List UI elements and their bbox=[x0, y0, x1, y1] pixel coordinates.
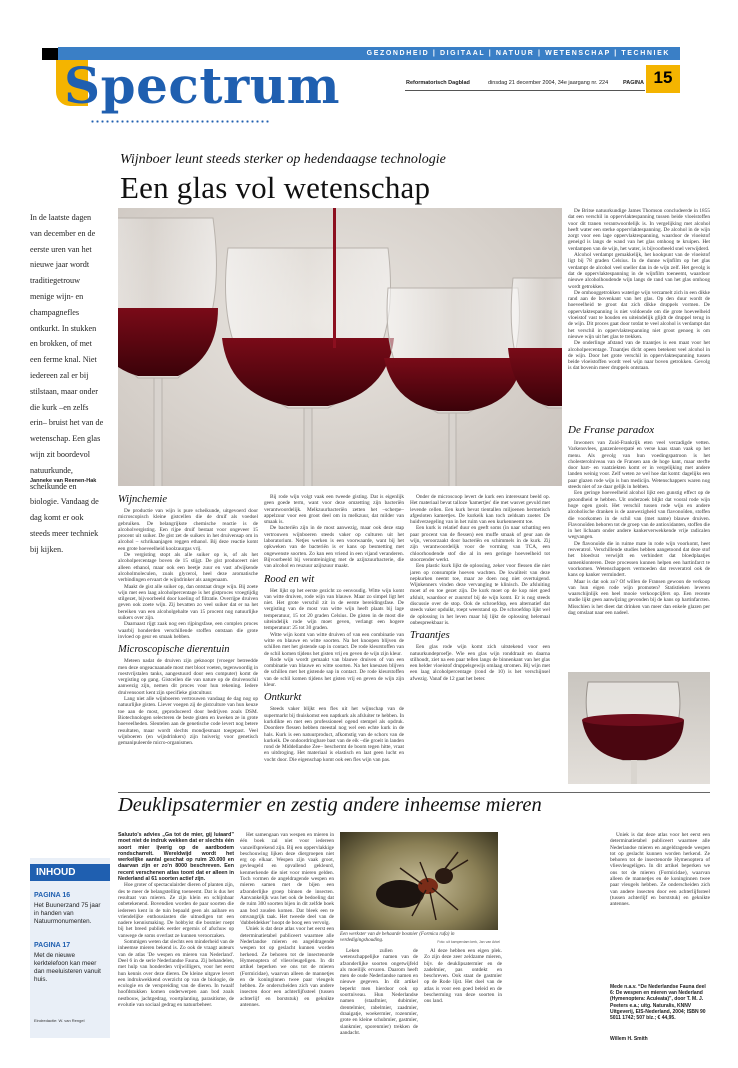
paragraph: Hoe groter of spectaculairder dieren of planten zijn, des te meer de belangstelling toeneemt. Dat is dus het resultaat van mieren. Ze zijn klein en schijnbaar onbetekenend. Bovendien worden de paar soorten die iedereen kent in de tuin bepaald geen als aaibare en vriendelijke enthousiasten die uitnodigen tot een nadere kennismaking. De hobbyist die bosmier roept bij het breed publiek eerder ergernis of afschuw op vanwege de soms overlast ze kunnen veroorzaken. bbox=[118, 882, 234, 939]
paragraph: Het samengaan van wespen en mieren in één boek zal niet voor iedereen vanzelfsprekend zijn. Bij een oppervlakkige beschouwing lijken deze diergroepen niet erg op elkaar. Wespen zijn vaak groot, gevleugeld en opvallend gekleurd, kenmerkende die niet voor mieren gelden. Toch vormen de angeldragende wespen en mieren samen met de bijen een afzonderlijke groep binnen de insecten. Aanvankelijk was het ook de bedoeling dat de ruim 300 soorten bijen in dit zelfde boek aan bod zouden komen. Dat bleek een te omvangrijk taak. Het tweede deel van de 'dubbeldekker' hoopt de boog een vervolg. bbox=[240, 832, 334, 927]
ant-photo bbox=[340, 832, 498, 930]
inhoud-credit: Eindredactie: W. van Rengel bbox=[34, 1018, 85, 1023]
paragraph: De bacteriën zijn in de most aanwezig, maar ook deze stap vertrouwen wijnboeren steeds vaker op culturen uit het laboratorium. Netjes werken is een voorwaarde, want bij het opkweken van de bacteriën is er kans op besmetting met ongewenste soorten. Zo kan een vriend in een vijand veranderen. Bijvoorbeeld bij verontreiniging met de azijnzuurbacterie, die van alcohol en reuzuur azijnzuur maakt. bbox=[264, 525, 404, 570]
paragraph: Een kurk is relatief duur en geeft soms (in naar schatting een paar procent van de flessen) een muffe smaak of geur aan de wijn, veroorzaakt door bacteriën en schimmels in de kurk. Zij zijn verantwoordelijk voor de vorming van TCA, een chloorhoudende stof die al in een geringe hoeveelheid tot stoorzender werkt. bbox=[410, 525, 550, 563]
date-line: dinsdag 21 december 2004, 34e jaargang nr. 224 bbox=[488, 80, 609, 86]
paragraph: De productie van wijn is pure scheikunde, uitgevoerd door microscopisch kleine gistcellen die de druif als voedsel gebruiken. De belangrijkste chemische reactie is de alcoholvergisting. Een rijpe druif bestaat voor ongeveer 15 procent uit suiker. De gist zet de suikers in het druivensap om in alcohol – schrikaanjagen reggen ethanol. Bij deze reactie komt een grote hoeveelheid koolzuurgas vrij. bbox=[118, 508, 258, 552]
article-intro: In de laatste dagen van december en de eerste uren van het nieuwe jaar wordt traditiegetrouw menige wijn- en champagnefles ontkurkt. In stukken en brokken, of met een ferme knal. Niet iedereen zal er bij stilstaan, maar onder die kurk –en zelfs erin– bruist het van de wetenschap. Een glas wijn zit boordevol natuurkunde, scheikunde en biologie. Vandaag de dag komt er ook steeds meer techniek bij kijken. bbox=[30, 213, 104, 554]
section-bar: GEZONDHEID | DIGITAAL | NATUUR | WETENSCHAP | TECHNIEK bbox=[58, 47, 680, 60]
paragraph: Rode wijn wordt gemaakt van blauwe druiven of van een combinatie van blauwe en witte soorten. Na het kneuzen blijven de schillen met het gistende sap in contact. De rode kleurstoffen van de schil komen tijdens het gisten vrij en geven de wijn zijn kleur. bbox=[264, 656, 404, 689]
section-heading: Wijnchemie bbox=[118, 494, 167, 505]
article2-column-4 bbox=[424, 948, 502, 1050]
inhoud-text-17: Met de nieuwe kerktelefoon kan meer dan meeluisteren vanuit huis. bbox=[34, 952, 101, 983]
article2-lead: Saluuto's advies „Ga tot de mier, gij luiaard” moet niet de indruk wekken dat er slechts één soort mier ijverig op de aardbodem rondscharrelt. Wereldwijd wordt het werkelijke aantal geschat op ruim 20.000 en daarvan zijn er zo'n 8000 beschreven. Een recent verschenen atlas toont dat er alleen in Nederland al 61 soorten actief zijn. bbox=[118, 832, 234, 883]
inhoud-box bbox=[30, 858, 110, 1038]
article-headline: Een glas vol wetenschap bbox=[120, 170, 431, 205]
article2-column-5 bbox=[508, 832, 604, 1050]
paragraph: Maakt de gist alle suiker op, dan ontstaat droge wijn. Bij zoete wijn met een laag alcoholpercentage is het gistproces vroegtijdig stilgezet, bijvoorbeeld door koeling of filtratie. Overrijpe druiven geven ook zoete wijn. Zij bevatten zo veel suiker dat er na het bereiken van een alcoholgehalte van 15 procent nog natuurlijke suikers over zijn. bbox=[118, 583, 258, 622]
paragraph: De vergisting stopt als alle suiker op is, of als het alcoholpercentage boven de 15 stijgt. De gist produceert niet alleen ethanol, maar ook een beetje zuur en vast afwijkende alcoholmoleculen, zoals glycerol, heel deze aromatische verbindingen ervaart de wijndrinker als aangenaam. bbox=[118, 552, 258, 584]
inhoud-title: INHOUD bbox=[30, 864, 110, 881]
paragraph: Sommigen weten dat slechts een minderheid van de inheemse mieren bekend is. Zo ook de vraagt auteurs van de atlas 'De wespen en mieren van Nederland'. Deel 6 in de serie Nederlandse Fauna. Zij behandelen, met hulp van honderden vrijwilligers, voor het eerst hun kennis over deze dieren. De kleine uitgave levert een indrukwekkend overzicht op van de biologie, de ecologie en de verspreiding van de dieren. In twaalf hoofdstukken komen onderwerpen aan bod zoals nestbouw, jachtgedrag, voortplanting, parasitisme, de evolutie van sociaal gedrag en natuurbeheer. bbox=[118, 939, 234, 1009]
inhoud-text-16: Het Buunerzand 75 jaar in handen van Natuurmonumenten. bbox=[34, 902, 101, 925]
paragraph: Meteen nadat de druiven zijn geknoopt (vroeger betreedde men deze ongeacnaanade most met bloot voeten, tegenwoordig in roestvrijstalen tanks, aangestuurd door een computer) komt de vergisting op gang. Gistcellen die van nature op de druivenschil aanwezig zijn, nemen dit proces voor hun rekening. Iedere druivensoort kent zijn specifieke gistcultuur. bbox=[118, 658, 258, 696]
masthead-rule bbox=[405, 90, 645, 91]
paragraph: Leken zullen de wetenschappelijke namen van de afzonderlijke soorten ongetwijfeld als moeilijk ervaren. Daarom heeft men de oude Nederlandse namen en nieuwe gegeven. In dit artikel beperkt men hierdoor ook op soortniveau. Hun Nederlandse namen (staafmier, dubimier, drentelmier, rabelmier, zaadmier, draaigatje, woekermier, rozenmier, grote en kleine schubmier, gastmier, slankmier, sporenmier) trekken de aandacht. bbox=[340, 948, 418, 1036]
paragraph: Uniek is dat deze atlas voor het eerst een determinatietabel publiceert waarmee alle Nederlandse mieren en angeldragende wespen tot op geslacht kunnen worden herkend. Ze behoren tot de insectenorde Hymenoptera of vliesvleugeligen. In dit artikel beperken we ons tot de mieren (Formicidae), waarvan alleen de mannetjes en de koninginnen twee paar vleugels hebben. Ze onderscheiden zich van andere insecten door een achterlijfssteel (tussen achterlijf en borststuk) en gekniktе antennes. bbox=[610, 832, 710, 908]
masthead-dots bbox=[90, 120, 270, 123]
paragraph: De Britse natuurkundige James Thomson concludeerde in 1855 dat een verschil in oppervlaktespanning tussen beide vloeistoffen voor dit tranen verantwoordelijk is. In vergelijking met alcohol heeft water een sterke oppervlaktespanning. De alcohol in de wijn zorgt voor een lage oppervlaktespanning, waardoor de vloeistof geneigd is langs de wand van het glas omhoog te kruipen. Het verdampen van de wijn, het water, is bijvoorbeeld snel verwijderd. bbox=[568, 208, 710, 252]
paragraph: Een geringe hoeveelheid alcohol lijkt een gunstig effect op de gezondheid te hebben. Uit onderzoek blijkt dat vooral rode wijn hoge ogen gooit. Het verschil tussen rode wijn en andere alcoholische dranken is de aanwezigheid van flavonoïden, stoffen die voorkomen in de schil van (met name) blauwe druiven. Flavonoïden behoren tot de groep van de antioxidanten, stoffen die in het lichaam onder andere kankerverwekkende vrije radicalen wegvangen. bbox=[568, 490, 710, 541]
article-column-1 bbox=[118, 490, 258, 792]
paragraph: Steeds vaker blijkt een fles uit het wijnschap van de supermarkt bij thuiskomst een naptkurk als afsluiter te hebben. In kurkdikte en met een professioneel ogend stempel als opdruk. Doordere flessen hebben meestal nog wel een echte kurk in de hals. Kurk is een natuurproduct, afkomstig van de schors van de kurkeik. De ondoordringbare bast van de eik –die groeit in landen rond de Middellandse Zee– beschermt de boom tegen hitte, vraat en uitdroging. Het materiaal is elastisch en laat geen lucht en vocht door. Die eigenschap komt ook een fles wijn van pas. bbox=[264, 706, 404, 763]
paragraph: Een glas rode wijn komt zich uitstekend voor een natuurkundeproefje. Wie een glas wijn ronddraait en daarna stilhoudt, ziet na een paar tellen langs de binnenkant van het glas een helder vloeistof druppelsgewijs omlaag stromen. Bij wijn met een laag alcoholpercentage (rond de 10) is het verschijnsel afwezig. Vanaf de 12 gaat het beter. bbox=[410, 644, 550, 682]
article2-author: Willem H. Smith bbox=[610, 1036, 648, 1042]
page-label: PAGINA bbox=[623, 80, 644, 86]
ant-photo-credit: Foto: uit kamperdam kerk, Jan van Arkel bbox=[437, 940, 500, 944]
article2-headline: Deuklipsatermier en zestig andere inheemse mieren bbox=[118, 794, 542, 816]
article2-column-3 bbox=[340, 948, 418, 1050]
wine-glasses-illustration bbox=[118, 208, 562, 486]
article-kicker: Wijnboer leunt steeds sterker op hedendaagse technologie bbox=[120, 152, 446, 167]
ant-illustration bbox=[340, 832, 498, 930]
newspaper-name: Reformatorisch Dagblad bbox=[406, 80, 470, 86]
article2-column-2 bbox=[240, 832, 334, 1050]
paragraph: Alcohol verdampt gemakkelijk, het kookpunt van de vloeistof ligt bij 78 graden Celsius. In de dunne wijnfilm op het glas verdampt de alcohol veel sneller dan in de wijn zelf. Het gevolg is dat de oppervlaktespanning in de wijnfilm toeneemt, waardoor nieuwe alcoholhoudende wijn langs de rand van het glas omhoog wordt getrokken. bbox=[568, 252, 710, 290]
paragraph: Witte wijn komt van witte druiven of van een combinatie van witte en blauwe en witte soorten. Na het knoopen blijven de schillen met het gistende sap in contact. De rode kleurstoffen van de schil komen tijdens het gisten vrij en geven de wijn zijn kleur. bbox=[264, 631, 404, 657]
section-heading-franse-paradox: De Franse paradox bbox=[568, 424, 655, 436]
paragraph: Al deze hebben een eigen plek. Zo zijn deze zeer zeldzame mieren, bijv. de deuklipsatermier en de zadelmier, pas ontdekt en beschreven. Ook staat de gastmier op de Rode lijst. Het doel van de atlas is voor een goed beleid en de bescherming van deze soorten in ons land. bbox=[424, 948, 502, 1005]
article-column-3 bbox=[410, 494, 550, 792]
inhoud-page-16[interactable]: PAGINA 16 bbox=[34, 892, 71, 899]
wine-glasses-photo bbox=[118, 208, 562, 486]
paragraph: Onder de microscoop levert de kurk een interessant beeld op. Het materiaal bevat talloze 'kamertjes' die met wasvet gevuld met levende cellen. Een kurk bevat tientallen miljoenen hermetisch afgesloten kamertjes. De kurkeik kan toch zeldsam zoeter. De huidverzegeling van in het ruim van een kurkenneemt toe. bbox=[410, 494, 550, 526]
paragraph: De omhooggetrokken waterige wijn verzamelt zich in een dikke rand aan de bovenkant van het glas. Op den duur wordt de hoeveelheid te groot dat zich dikke druppels vormen. De oppervlaktespanning is niet voldoende om die grote hoeveelheid vloeistof vast te houden en uiteindelijk glijdt de druppel terug in de wijn. Dit proces gaat door totdat te veel alcohol is verdampt dat het verschil in oppervlaktespanning niet groot genoeg is om nieuwe wijn uit het glas te trekken. bbox=[568, 289, 710, 340]
paragraph: De onderlinge afstand van de traantjes is een maat voor het alcoholpercentage. Traantjes dicht opeen betekent veel alcohol in de wijn. Door het grote verschil in oppervlaktespanning tussen beide vloeistoffen wordt veel wijn naar boven getrokken. Gevolg is dat bovenin meer druppels ontstaan. bbox=[568, 340, 710, 372]
paragraph: Maar is dat ook zo? Of willen de Fransen gewoon de verkoop van hun eigen rode wijn promoten? Statistieken leveren waarschijnlijk een heel mooie verkoopcijfers op. Een recente studie lijkt geen aanwijzing gevonden bij de kans op hartinfarcten. Misschien is het dieet dat drinken van meer dan enkele glazen per dag omslaat naar een nadeel. bbox=[568, 578, 710, 617]
paragraph: Daarnaast rijgt zaak nog een rijpingsfase, een complex proces waarbij honderden verschillende stoffen ontstaan die grote invloed op geur en smaak hebben. bbox=[118, 621, 258, 640]
page-number: 15 bbox=[653, 68, 673, 87]
masthead-title: Spectrum bbox=[64, 56, 341, 115]
article2-rule bbox=[118, 792, 710, 793]
article-author: Janneke van Reenen-Hak bbox=[30, 478, 97, 484]
paragraph: Inwoners van Zuid-Frankrijk eten veel verzadigde vetten. Varkensvlees, ganzenleverpaté en verse kaas staan vaak op het menu. Als gevolg van hun voedingspatroon is het cholesterolniveau van de Fransen aan de hoge kant, maar sterfte door hart- en vaatziekten komt er in vergelijking met andere landen weinig voor. Zelf weten ze wel hoe dat komt: dagelijks een paar glazen rode wijn is hun medicijn. Wetenschappers waren nog steeds niet of ze daar gelijk in hebben. bbox=[568, 440, 710, 491]
paragraph: Lang niet alle wijnboeren vertrouwen vandaag de dag nog op natuurlijke gisten. Liever voegen zij de gistculture van hun keuze toe aan de most, geproduceerd door bedrijven zoals DSM. Biotechnologen selecteren de beste gisten en kweken ze in grote hoeveelheden. Sleutelen aan de genetische code levert nog betere resultaten, maar wordt slechts mondjesmaat toegepast. Veel wijnboeren (en wijndrinkers) zijn huiverig voor genetisch gemanipuleerde micro-organismen. bbox=[118, 696, 258, 747]
article2-review-info: Mede n.a.v. “De Nederlandse Fauna deel 6: De wespen en mieren van Nederland (Hymenoptera: Aculeata)”, door T. M. J. Peeters e.a.; uitg. Naturalis, KNNV Uitgeverij, EIS-Nederland, 2004; ISBN 90 5011 1742; 507 blz.; € 44,95. bbox=[610, 984, 706, 1022]
red-wine-glass-photo bbox=[568, 672, 710, 784]
masthead-corner bbox=[42, 48, 58, 60]
paragraph: Een plastic kurk lijkt de oplossing, zeker voor flessen die niet jaren op consumptie hoeven wachten. De kwaliteit van deze nepkurken neemt toe, maar ze doen nog niet overtuigend. Wijnkenners vinden deze vervanging te klinisch. De afsluiting moet af en toe gezet zijn. De kurk moet op de kop niet goed afsluit, waardoor er zuurstof bij de wijn komt. Er is nog steeds discussie over de stop. Ook de schroefdop, een alternatief dat steeds vaker opduikt, roept weerstand op. De schroefdop lijkt wel de oplossing in het leven maar hij lijkt de oplossing helemaal onbespreekbaar is. bbox=[410, 563, 550, 626]
section-heading: Traantjes bbox=[410, 630, 450, 642]
paragraph: Het lijkt op het eerste gezicht zo eenvoudig. Witte wijn komt van witte druiven, rode wijn van blauwe. Maar zo simpel ligt het niet. Het grote verschil zit in de eerste bereidingsfase. De vergisting van de most van witte wijn heeft plaats bij lage temperatuur, 15 tot 20 graden Celsius. De gisten in de most die uiteindelijk rode wijn moet geven, verlangt een hogere temperatuur: 25 tot 30 graden. bbox=[264, 587, 404, 632]
paragraph: Uniek is dat deze atlas voor het eerst een determinatietabel publiceert waarmee alle Nederlandse mieren en angeldragende wespen tot op geslacht kunnen worden herkend. Ze behoren tot de insectenorde Hymenoptera of vliesvleugeligen. In dit artikel beperken we ons tot de mieren (Formicidae), waarvan alleen de mannetjes en de koninginnen twee paar vleugels hebben. Ze onderscheiden zich van andere insecten door een achterlijfssteel (tussen achterlijf en borststuk) en gekniktе antennes. bbox=[240, 926, 334, 1009]
paragraph: De flavonoïde die in ruime mate in rode wijn voorkomt, heet resveratrol. Verschillende studies hebben aangetoond dat deze stof het bloedvat verwijdt en verhindert dat bloedplaatjes samenklonteren. Deze processen kunnen helpen een hartinfarct te voorkomen. Wetenschappers vermoeden dat resveratrol ook de kans op kanker vermindert. bbox=[568, 540, 710, 579]
ant-photo-caption: Een werkster van de behaarde bosmier (Formica rufa) in verdedigingshouding. bbox=[340, 932, 455, 943]
red-wine-glass-illustration bbox=[568, 672, 710, 784]
article-column-4 bbox=[568, 208, 710, 478]
section-heading: Microscopische dierentuin bbox=[118, 644, 230, 656]
article-column-5 bbox=[568, 440, 710, 668]
paragraph: Bij rode wijn volgt vaak een tweede gisting. Dat is eigenlijk geen goede term, want voor deze omzetting zijn bacteriën verantwoordelijk. Melkzuurbacteriën zetten het –scherpe– appelzuur voor een groot deel om in melkzuur, dat milder van smaak is. bbox=[264, 494, 404, 526]
article2-column-6 bbox=[610, 832, 710, 982]
inhoud-page-17[interactable]: PAGINA 17 bbox=[34, 942, 71, 949]
section-heading: Rood en wit bbox=[264, 573, 315, 585]
section-heading: Ontkurkt bbox=[264, 692, 302, 704]
article2-column-1 bbox=[118, 832, 234, 1050]
article-column-2 bbox=[264, 494, 404, 792]
